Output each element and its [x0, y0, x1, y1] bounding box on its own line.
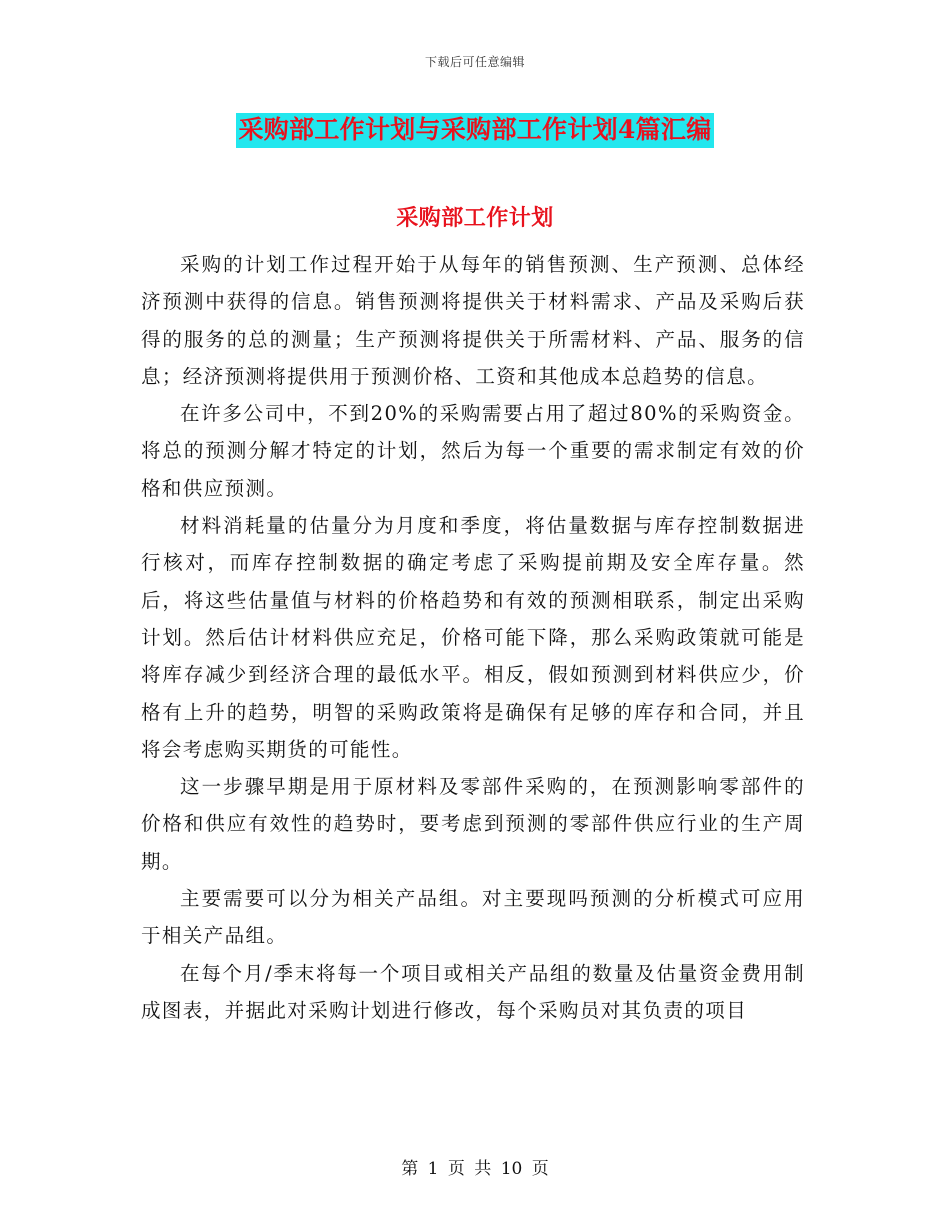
- paragraph: 主要需要可以分为相关产品组。对主要现吗预测的分析模式可应用于相关产品组。: [141, 887, 805, 948]
- paragraph: 材料消耗量的估量分为月度和季度，将估量数据与库存控制数据进行核对，而库存控制数据的确定考虑了采购提前期及安全库存量。然后，将这些估量值与材料的价格趋势和有效的预测相联系，制定出采购计划。然后估计材料供应充足，价格可能下降，那么采购政策就可能是将库存减少到经济合理的最低水平。相反，假如预测到材料供应少，价格有上升的趋势，明智的采购政策将是确保有足够的库存和合同，并且将会考虑购买期货的可能性。: [141, 514, 805, 761]
- section-title: 采购部工作计划: [396, 205, 554, 231]
- paragraph: 采购的计划工作过程开始于从每年的销售预测、生产预测、总体经济预测中获得的信息。销售预测将提供关于材料需求、产品及采购后获得的服务的总的测量；生产预测将提供关于所需材料、产品、服务的信息；经济预测将提供用于预测价格、工资和其他成本总趋势的信息。: [141, 253, 805, 388]
- document-title: 采购部工作计划与采购部工作计划4篇汇编: [236, 113, 713, 148]
- paragraph: 在许多公司中，不到20%的采购需要占用了超过80%的采购资金。将总的预测分解才特定的计划，然后为每一个重要的需求制定有效的价格和供应预测。: [141, 402, 805, 500]
- paragraph: 这一步骤早期是用于原材料及零部件采购的，在预测影响零部件的价格和供应有效性的趋势时，要考虑到预测的零部件供应行业的生产周期。: [141, 775, 805, 873]
- document-title-container: [0, 113, 950, 148]
- document-body: [141, 246, 805, 1029]
- paragraph: 在每个月/季末将每一个项目或相关产品组的数量及估量资金费用制成图表，并据此对采购计划进行修改，每个采购员对其负责的项目: [141, 961, 805, 1022]
- page-header: 下载后可任意编辑: [424, 55, 525, 69]
- page-footer: 第 1 页 共 10 页: [401, 1159, 549, 1179]
